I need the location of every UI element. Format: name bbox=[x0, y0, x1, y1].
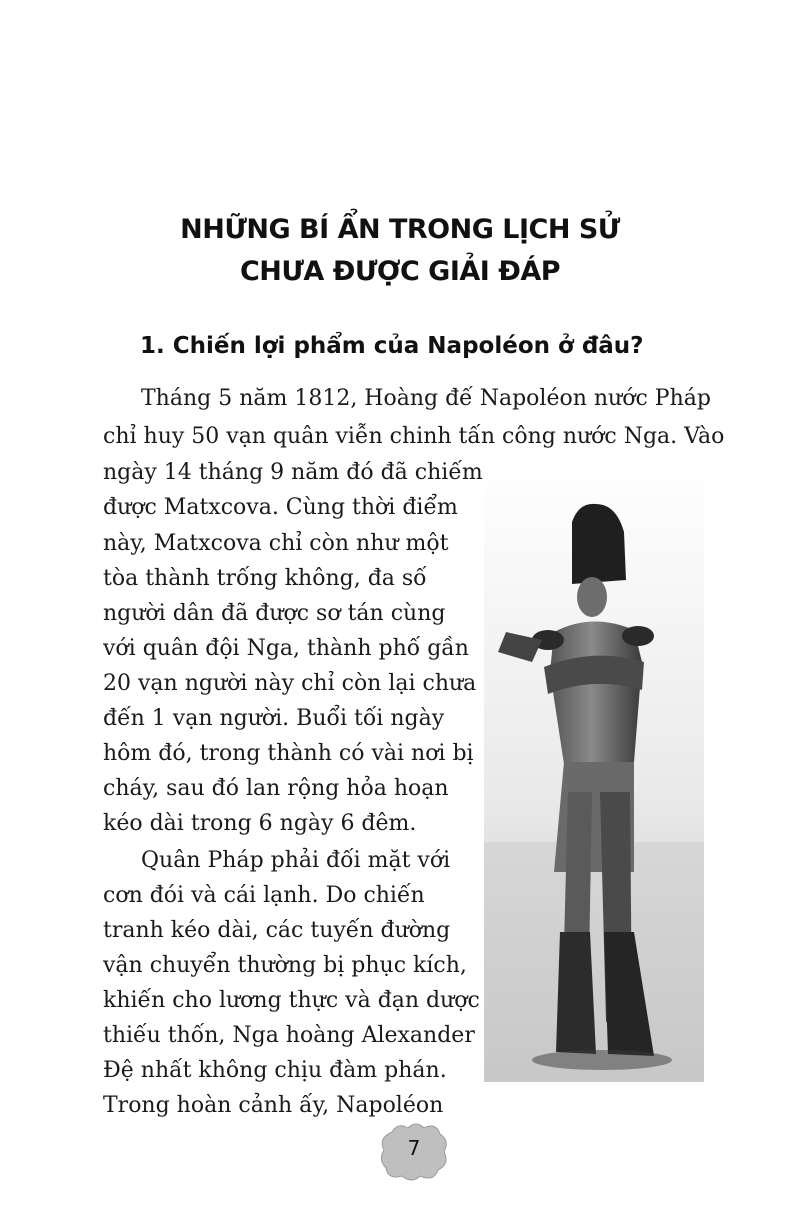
body-line: Tháng 5 năm 1812, Hoàng đế Napoléon nước Pháp bbox=[141, 386, 711, 411]
body-line: Quân Pháp phải đối mặt với bbox=[141, 848, 451, 873]
chapter-title-line-1: NHỮNG BÍ ẨN TRONG LỊCH SỬ bbox=[180, 214, 620, 245]
section-heading: 1. Chiến lợi phẩm của Napoléon ở đâu? bbox=[140, 333, 644, 359]
napoleon-statue-image bbox=[484, 462, 704, 1082]
body-line: này, Matxcova chỉ còn như một bbox=[103, 531, 449, 556]
body-line: với quân đội Nga, thành phố gần bbox=[103, 636, 469, 661]
body-line: khiến cho lương thực và đạn dược bbox=[103, 988, 480, 1013]
body-line: đến 1 vạn người. Buổi tối ngày bbox=[103, 706, 445, 731]
page-number: 7 bbox=[407, 1136, 421, 1160]
body-line: người dân đã được sơ tán cùng bbox=[103, 601, 446, 626]
body-line: vận chuyển thường bị phục kích, bbox=[103, 953, 467, 978]
body-line: được Matxcova. Cùng thời điểm bbox=[103, 495, 458, 520]
chapter-title-line-2: CHƯA ĐƯỢC GIẢI ĐÁP bbox=[239, 256, 561, 287]
body-line: tòa thành trống không, đa số bbox=[103, 566, 427, 591]
body-line: cơn đói và cái lạnh. Do chiến bbox=[103, 883, 425, 908]
body-line: thiếu thốn, Nga hoàng Alexander bbox=[103, 1023, 475, 1048]
body-line: Đệ nhất không chịu đàm phán. bbox=[103, 1058, 447, 1083]
body-line: ngày 14 tháng 9 năm đó đã chiếm bbox=[103, 460, 483, 485]
body-line: 20 vạn người này chỉ còn lại chưa bbox=[103, 671, 477, 696]
body-line: chỉ huy 50 vạn quân viễn chinh tấn công nước Nga. Vào bbox=[103, 424, 725, 449]
body-line: kéo dài trong 6 ngày 6 đêm. bbox=[103, 811, 417, 836]
body-line: hôm đó, trong thành có vài nơi bị bbox=[103, 741, 474, 766]
body-line: cháy, sau đó lan rộng hỏa hoạn bbox=[103, 776, 449, 801]
body-line: tranh kéo dài, các tuyến đường bbox=[103, 918, 451, 943]
body-line: Trong hoàn cảnh ấy, Napoléon bbox=[103, 1093, 444, 1118]
